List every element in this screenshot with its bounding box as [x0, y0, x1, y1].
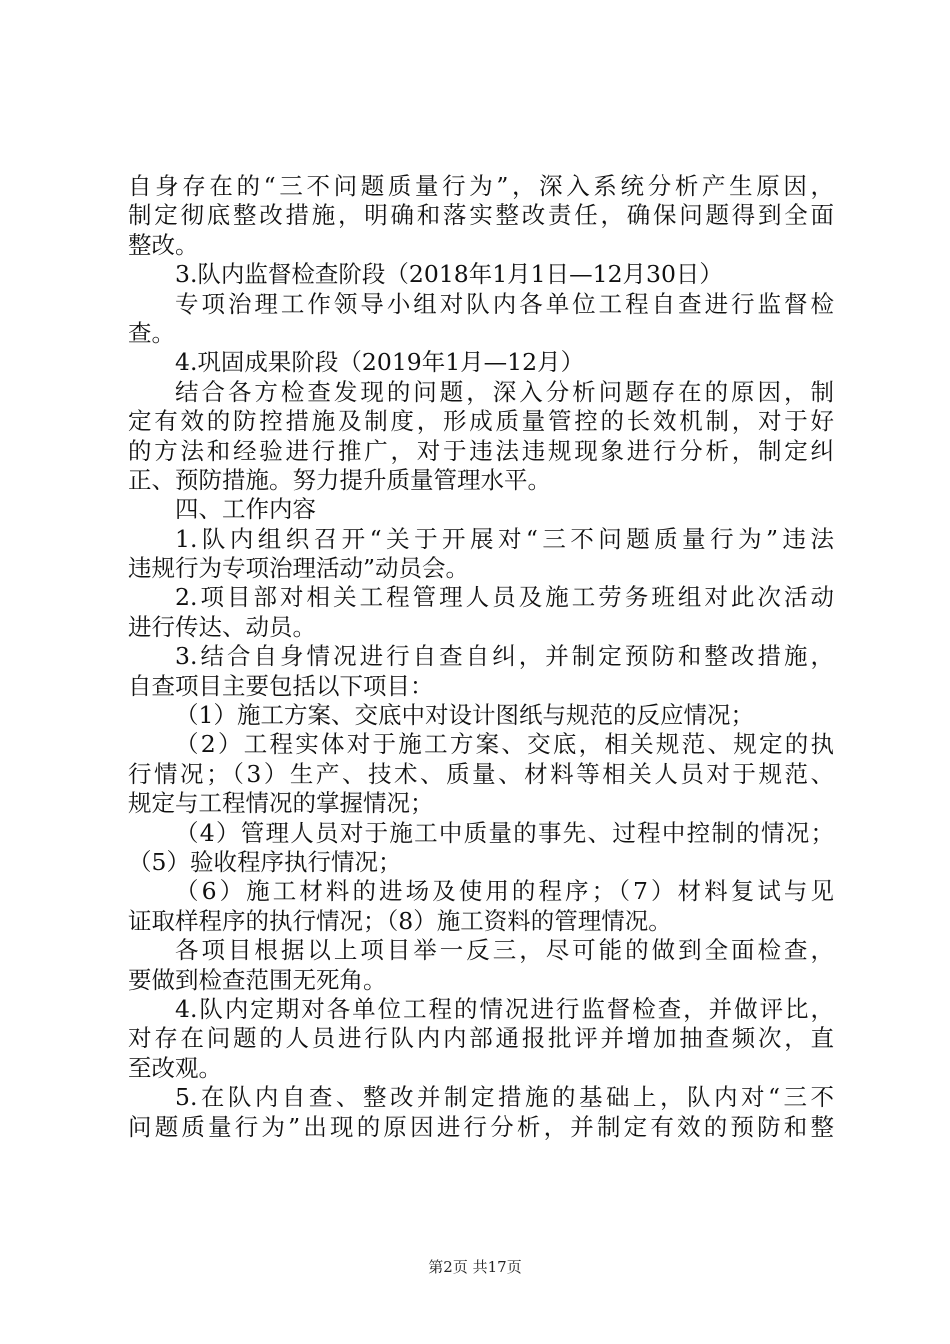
- paragraph-line: 证取样程序的执行情况；（8）施工资料的管理情况。: [128, 906, 672, 935]
- paragraph-line: 结合各方检查发现的问题，深入分析问题存在的原因，制: [175, 377, 834, 406]
- paragraph-line: 4.队内定期对各单位工程的情况进行监督检查，并做评比，: [175, 994, 834, 1023]
- document-body: [128, 172, 834, 1142]
- paragraph-line: 进行传达、动员。: [128, 612, 316, 641]
- paragraph-line: 要做到检查范围无死角。: [128, 965, 387, 994]
- paragraph-line: 问题质量行为”出现的原因进行分析，并制定有效的预防和整: [128, 1112, 834, 1141]
- paragraph-line: 行情况；（3）生产、技术、质量、材料等相关人员对于规范、: [128, 759, 834, 788]
- paragraph-line: （5）验收程序执行情况；: [128, 847, 402, 876]
- paragraph-line: 的方法和经验进行推广，对于违法违规现象进行分析，制定纠: [128, 436, 834, 465]
- paragraph-line: （1）施工方案、交底中对设计图纸与规范的反应情况；: [175, 701, 754, 730]
- paragraph-line: （6）施工材料的进场及使用的程序；（7）材料复试与见: [175, 877, 834, 906]
- paragraph-line: 对存在问题的人员进行队内内部通报批评并增加抽查频次，直: [128, 1024, 834, 1053]
- paragraph-line: 查。: [128, 318, 175, 347]
- paragraph-line: 定有效的防控措施及制度，形成质量管控的长效机制，对于好: [128, 407, 834, 436]
- paragraph-line: （2）工程实体对于施工方案、交底，相关规范、规定的执: [175, 730, 834, 759]
- paragraph-line: 自身存在的“三不问题质量行为”，深入系统分析产生原因，: [128, 172, 834, 200]
- paragraph-line: 规定与工程情况的掌握情况；: [128, 789, 434, 818]
- paragraph-line: 四、工作内容: [175, 495, 316, 524]
- paragraph-line: （4）管理人员对于施工中质量的事先、过程中控制的情况；: [175, 818, 834, 847]
- page-footer: 第2页 共17页: [428, 1258, 522, 1276]
- paragraph-line: 正、预防措施。努力提升质量管理水平。: [128, 465, 551, 494]
- paragraph-line: 制定彻底整改措施，明确和落实整改责任，确保问题得到全面: [128, 201, 834, 230]
- paragraph-line: 5.在队内自查、整改并制定措施的基础上，队内对“三不: [175, 1083, 834, 1112]
- paragraph-line: 违规行为专项治理活动”动员会。: [128, 554, 470, 583]
- paragraph-line: 各项目根据以上项目举一反三，尽可能的做到全面检查，: [175, 936, 834, 965]
- paragraph-line: 1.队内组织召开“关于开展对“三不问题质量行为”违法: [175, 524, 834, 553]
- paragraph-line: 整改。: [128, 230, 199, 259]
- paragraph-line: 自查项目主要包括以下项目：: [128, 671, 434, 700]
- paragraph-line: 4.巩固成果阶段（2019年1月—12月）: [175, 348, 585, 377]
- paragraph-line: 3.结合自身情况进行自查自纠，并制定预防和整改措施，: [175, 642, 834, 671]
- paragraph-line: 专项治理工作领导小组对队内各单位工程自查进行监督检: [175, 289, 834, 318]
- paragraph-line: 2.项目部对相关工程管理人员及施工劳务班组对此次活动: [175, 583, 834, 612]
- paragraph-line: 3.队内监督检查阶段（2018年1月1日—12月30日）: [175, 260, 723, 289]
- paragraph-line: 至改观。: [128, 1053, 222, 1082]
